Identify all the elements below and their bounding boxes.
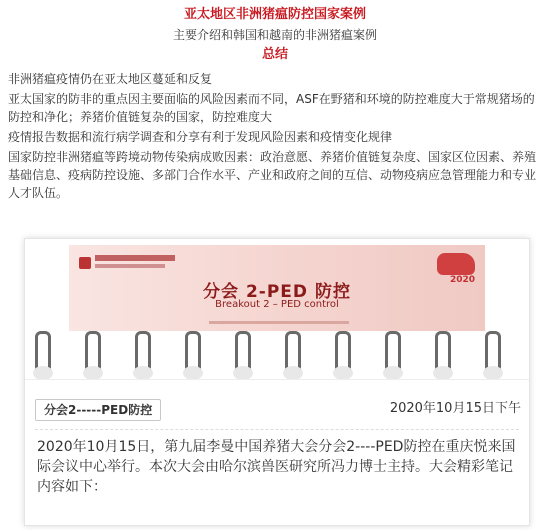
notebook-card: [24, 238, 530, 526]
pig-icon: [437, 253, 475, 275]
binder-ring-icon: [335, 331, 351, 373]
banner-subtitle: Breakout 2 – PED control: [215, 299, 339, 310]
binder-ring-icon: [135, 331, 151, 373]
article-title: 亚太地区非洲猪瘟防控国家案例: [183, 7, 366, 22]
summary-paragraph: 疫情报告数据和流行病学调查和分享有利于发现风险因素和疫情变化规律: [8, 130, 393, 144]
divider: [25, 379, 529, 380]
conference-logo-icon: [79, 257, 91, 269]
note-body: 2020年10月15日，第九届李曼中国养猪大会分会2----PED防控在重庆悦来国际会议中心举行。本次大会由哈尔滨兽医研究所冯力博士主持。大会精彩笔记内容如下：: [37, 439, 516, 495]
binder-ring-icon: [235, 331, 251, 373]
spiral-binding: [25, 331, 529, 379]
article: [0, 6, 550, 202]
summary-text: [0, 70, 550, 202]
session-tag: 分会2-----PED防控: [35, 399, 161, 421]
binder-ring-icon: [85, 331, 101, 373]
logo-text-graphic: [95, 255, 175, 261]
summary-paragraph: 亚太国家的防非的重点因主要面临的风险因素而不同，ASF在野猪和环境的防控难度大于常规猪场的防控和净化；养猪价值链复杂的国家，防控难度大: [8, 92, 535, 124]
session-date: 2020年10月15日下午: [389, 401, 521, 416]
logo-text-graphic: [95, 264, 165, 268]
binder-ring-icon: [35, 331, 51, 373]
binder-ring-icon: [435, 331, 451, 373]
binder-ring-icon: [185, 331, 201, 373]
banner-title: 分会 2-PED 防控: [203, 282, 351, 302]
summary-paragraph: 非洲猪瘟疫情仍在亚太地区蔓延和反复: [8, 72, 213, 86]
summary-heading: 总结: [261, 47, 288, 62]
conference-banner-image: [69, 245, 485, 331]
binder-ring-icon: [285, 331, 301, 373]
summary-paragraph: 国家防控非洲猪瘟等跨境动物传染病成败因素：政治意愿、养猪价值链复杂度、国家区位因素、养殖基础信息、疫病防控设施、多部门合作水平、产业和政府之间的互信、动物疫病应急管理能力和专业人才队伍。: [8, 150, 537, 200]
binder-ring-icon: [485, 331, 501, 373]
banner-year: 2020: [449, 275, 475, 285]
banner-footer-graphic: [209, 321, 349, 324]
divider: [35, 429, 519, 430]
binder-ring-icon: [385, 331, 401, 373]
article-subtitle: 主要介绍和韩国和越南的非洲猪瘟案例: [172, 28, 377, 42]
